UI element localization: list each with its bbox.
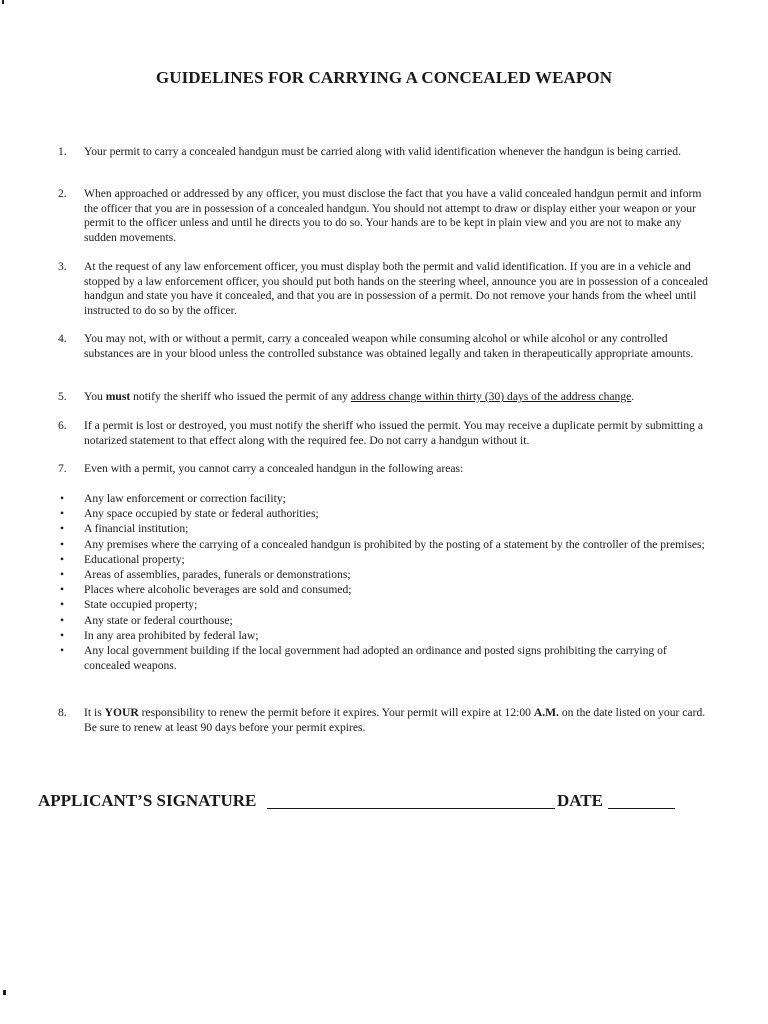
item-number: 6. [58, 419, 67, 432]
date-line[interactable] [608, 808, 675, 809]
guideline-item-2 [58, 187, 708, 245]
list-item: • Any state or federal courthouse; [58, 613, 708, 628]
guideline-item-8 [58, 706, 708, 735]
item-text-part: responsibility to renew the permit before it expires. Your permit will expire at 12:00 [138, 706, 534, 719]
item-text-part: It is [84, 706, 105, 719]
list-item: • Any law enforcement or correction facility; [58, 491, 708, 506]
guideline-item-1 [58, 145, 708, 160]
scan-mark [3, 990, 6, 995]
prohibited-areas-list [58, 491, 708, 673]
emphasis-text: must [105, 390, 131, 403]
item-text [84, 706, 708, 735]
list-item: • Places where alcoholic beverages are sold and consumed; [58, 582, 708, 597]
item-text: When approached or addressed by any officer, you must disclose the fact that you have a valid concealed handgun permit and inform the officer that you are in possession of a concealed handgun. You should not attempt to draw or display either your weapon or your permit to the officer unless and until he directs you to do so. Your hands are to be kept in plain view and you are not to make any sudden movements. [84, 187, 702, 244]
document-title: GUIDELINES FOR CARRYING A CONCEALED WEAPON [155, 68, 613, 87]
item-text-part: . [631, 390, 635, 403]
guideline-item-6 [58, 419, 708, 448]
emphasis-text: A.M. [533, 706, 559, 719]
item-text-part: notify the sheriff who issued the permit of any [130, 390, 351, 403]
guideline-item-5 [58, 390, 708, 405]
list-item: • Any space occupied by state or federal authorities; [58, 506, 708, 521]
item-number: 7. [58, 462, 67, 475]
list-item: • Areas of assemblies, parades, funerals or demonstrations; [58, 567, 708, 582]
list-item: • Any local government building if the local government had adopted an ordinance and posted signs prohibiting the carrying of concealed weapons. [58, 643, 708, 673]
date-label: DATE [557, 791, 603, 810]
item-text-part: You [84, 390, 106, 403]
list-item: • State occupied property; [58, 597, 708, 612]
list-item: • A financial institution; [58, 521, 708, 536]
item-text [84, 390, 708, 405]
item-number: 8. [58, 706, 67, 719]
list-item: • Educational property; [58, 552, 708, 567]
item-number: 1. [58, 145, 67, 158]
item-text: You may not, with or without a permit, carry a concealed weapon while consuming alcohol or while alcohol or any controlled substances are in your blood unless the controlled substance was obtained legally and taken in therapeutically appropriate amounts. [84, 332, 694, 360]
guideline-item-4 [58, 332, 708, 361]
item-number: 3. [58, 260, 67, 273]
emphasis-text: YOUR [104, 706, 139, 719]
scan-mark [2, 0, 4, 4]
guideline-item-3 [58, 260, 708, 318]
item-number: 5. [58, 390, 67, 403]
signature-label: APPLICANT’S SIGNATURE [38, 791, 257, 810]
item-number: 4. [58, 332, 67, 345]
underlined-text: address change within thirty (30) days of the address change [350, 390, 632, 403]
item-text: At the request of any law enforcement officer, you must display both the permit and valid identification. If you are in a vehicle and stopped by a law enforcement officer, you should put both hands on the steering wheel, announce you are in possession of a concealed handgun and state you have it concealed, and that you are in possession of a permit. Do not remove your hands from the wheel until instructed to do so by the officer. [84, 260, 708, 317]
item-number: 2. [58, 187, 67, 200]
guideline-item-7 [58, 462, 708, 477]
item-text-part: on the date listed on your card. Be sure to renew at least 90 days before your permit expires. [84, 706, 706, 734]
signature-line[interactable] [267, 808, 555, 809]
item-text: Your permit to carry a concealed handgun must be carried along with valid identification whenever the handgun is being carried. [84, 145, 681, 158]
item-text: If a permit is lost or destroyed, you must notify the sheriff who issued the permit. You may receive a duplicate permit by submitting a notarized statement to that effect along with the required fee. Do not carry a handgun without it. [84, 419, 703, 447]
list-item: • In any area prohibited by federal law; [58, 628, 708, 643]
list-item: • Any premises where the carrying of a concealed handgun is prohibited by the posting of a statement by the controller of the premises; [58, 537, 708, 552]
item-text: Even with a permit, you cannot carry a concealed handgun in the following areas: [84, 462, 464, 475]
